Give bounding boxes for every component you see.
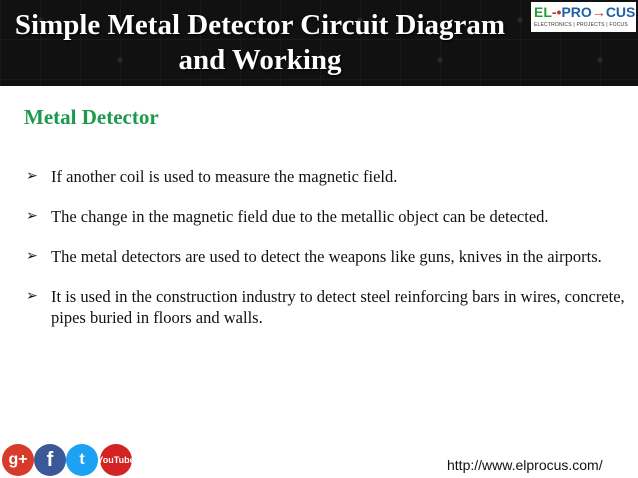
bullet-text: If another coil is used to measure the magnetic field. <box>51 167 398 186</box>
logo-part-cus: CUS <box>605 4 636 20</box>
facebook-icon[interactable]: f <box>34 444 66 476</box>
arrow-bullet-icon: ➢ <box>26 288 38 304</box>
bullet-text: The change in the magnetic field due to the metallic object can be detected. <box>51 207 549 226</box>
title-line-2: and Working <box>178 44 342 76</box>
arrow-bullet-icon: ➢ <box>26 248 38 264</box>
arrow-bullet-icon: ➢ <box>26 168 38 184</box>
slide-title <box>0 8 520 78</box>
logo-part-pro: PRO <box>561 4 592 20</box>
youtube-icon[interactable] <box>97 444 135 476</box>
bullet-text: It is used in the construction industry to detect steel reinforcing bars in wires, concrete, pipes buried in floors and walls. <box>51 287 625 327</box>
google-plus-icon[interactable]: g+ <box>2 444 34 476</box>
bullet-item <box>26 166 626 187</box>
twitter-icon[interactable]: t <box>66 444 98 476</box>
logo-dash-icon: -• <box>551 4 562 20</box>
title-line-1: Simple Metal Detector Circuit Diagram <box>14 9 506 41</box>
bullet-item <box>26 286 626 328</box>
logo-tagline: ELECTRONICS | PROJECTS | FOCUS <box>534 22 628 28</box>
logo-wordmark <box>534 4 635 20</box>
slide-header <box>0 0 638 86</box>
section-heading: Metal Detector <box>24 105 159 129</box>
elprocus-logo <box>531 2 636 32</box>
logo-part-el: EL <box>534 4 552 20</box>
youtube-label-1: You <box>97 455 114 465</box>
bullet-item <box>26 206 626 227</box>
footer-url-link[interactable]: http://www.elprocus.com/ <box>447 457 603 473</box>
youtube-label-2: Tube <box>113 455 135 465</box>
arrow-bullet-icon: ➢ <box>26 208 38 224</box>
bullet-item <box>26 246 626 267</box>
bullet-list <box>26 166 626 328</box>
logo-arrow-icon: → <box>591 4 606 20</box>
bullet-text: The metal detectors are used to detect the weapons like guns, knives in the airports. <box>51 247 602 266</box>
